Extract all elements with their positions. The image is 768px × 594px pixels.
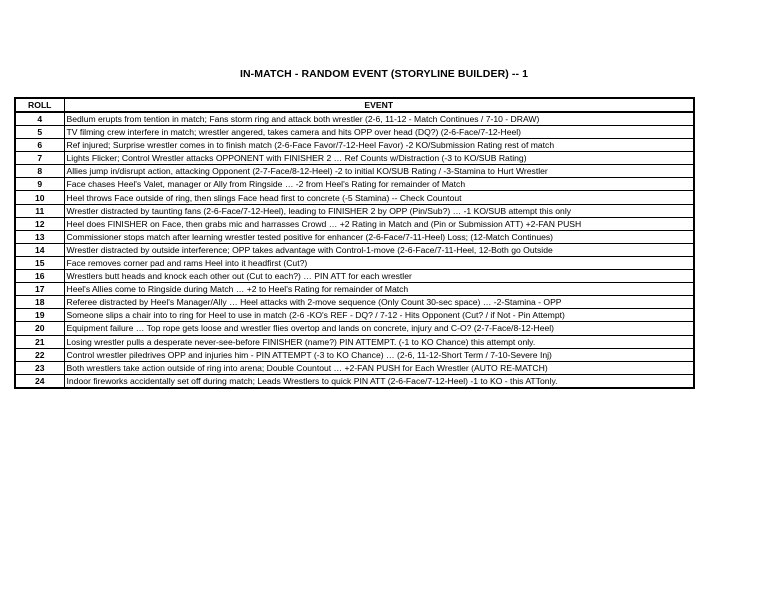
event-cell: Wrestler distracted by outside interference; OPP takes advantage with Control-1-move (2-6-Face/7-11-Heel, 12-Both go Outside (64, 243, 694, 256)
table-row (15, 243, 694, 256)
roll-cell: 6 (15, 139, 64, 152)
event-cell: Equipment failure … Top rope gets loose and wrestler flies overtop and lands on concrete, injury and C-O? (2-7-Face/8-12-Heel) (64, 322, 694, 335)
roll-cell: 11 (15, 204, 64, 217)
event-cell: Ref injured; Surprise wrestler comes in to finish match (2-6-Face Favor/7-12-Heel Favor) -2 KO/Submission Rating rest of match (64, 139, 694, 152)
page-title: IN-MATCH - RANDOM EVENT (STORYLINE BUILDER) -- 1 (239, 68, 529, 80)
event-cell: TV filming crew interfere in match; wrestler angered, takes camera and hits OPP over head (DQ?) (2-6-Face/7-12-Heel) (64, 126, 694, 139)
roll-cell: 14 (15, 243, 64, 256)
event-cell: Commissioner stops match after learning wrestler tested positive for enhancer (2-6-Face/7-11-Heel) Loss; (12-Match Continues) (64, 230, 694, 243)
roll-cell: 20 (15, 322, 64, 335)
roll-cell: 19 (15, 309, 64, 322)
event-cell: Control wrestler piledrives OPP and injuries him - PIN ATTEMPT (-3 to KO Chance) … (2-6, 11-12-Short Term / 7-10-Severe Inj) (64, 348, 694, 361)
table-row (15, 112, 694, 126)
table-row (15, 348, 694, 361)
roll-cell: 7 (15, 152, 64, 165)
event-cell: Lights Flicker; Control Wrestler attacks OPPONENT with FINISHER 2 … Ref Counts w/Distraction (-3 to KO/SUB Rating) (64, 152, 694, 165)
event-cell: Wrestler distracted by taunting fans (2-6-Face/7-12-Heel), leading to FINISHER 2 by OPP (Pin/Sub?) … -1 KO/SUB attempt this only (64, 204, 694, 217)
event-cell: Losing wrestler pulls a desperate never-see-before FINISHER (name?) PIN ATTEMPT. (-1 to KO Chance) this attempt only. (64, 335, 694, 348)
table-header-row (15, 98, 694, 112)
event-column-header: EVENT (64, 98, 694, 112)
event-cell: Referee distracted by Heel's Manager/Ally … Heel attacks with 2-move sequence (Only Count 30-sec space) … -2-Stamina - OPP (64, 296, 694, 309)
table-row (15, 204, 694, 217)
event-cell: Allies jump in/disrupt action, attacking Opponent (2-7-Face/8-12-Heel) -2 to initial KO/SUB Rating / -3-Stamina to Hurt Wrestler (64, 165, 694, 178)
roll-cell: 22 (15, 348, 64, 361)
table-row (15, 283, 694, 296)
table-row (15, 152, 694, 165)
table-row (15, 139, 694, 152)
event-cell: Heel throws Face outside of ring, then slings Face head first to concrete (-5 Stamina) -- Check Countout (64, 191, 694, 204)
roll-column-header: ROLL (15, 98, 64, 112)
event-cell: Both wrestlers take action outside of ring into arena; Double Countout … +2-FAN PUSH for Each Wrestler (AUTO RE-MATCH) (64, 361, 694, 374)
table-row (15, 165, 694, 178)
table-row (15, 309, 694, 322)
table-row (15, 178, 694, 191)
roll-cell: 23 (15, 361, 64, 374)
table-row (15, 296, 694, 309)
roll-cell: 24 (15, 374, 64, 388)
roll-cell: 8 (15, 165, 64, 178)
roll-cell: 4 (15, 112, 64, 126)
table-row (15, 256, 694, 269)
table-row (15, 270, 694, 283)
table-row (15, 361, 694, 374)
event-cell: Bedlum erupts from tention in match; Fans storm ring and attack both wrestler (2-6, 11-12 - Match Continues / 7-10 - DRAW) (64, 112, 694, 126)
roll-cell: 12 (15, 217, 64, 230)
event-cell: Indoor fireworks accidentally set off during match; Leads Wrestlers to quick PIN ATT (2-6-Face/7-12-Heel) -1 to KO - this ATTonly. (64, 374, 694, 388)
table-row (15, 374, 694, 388)
table-body (15, 112, 694, 388)
table-row (15, 217, 694, 230)
event-cell: Face removes corner pad and rams Heel into it headfirst (Cut?) (64, 256, 694, 269)
roll-cell: 21 (15, 335, 64, 348)
event-cell: Wrestlers butt heads and knock each other out (Cut to each?) … PIN ATT for each wrestler (64, 270, 694, 283)
random-event-table (14, 97, 695, 389)
event-cell: Heel's Allies come to Ringside during Match … +2 to Heel's Rating for remainder of Match (64, 283, 694, 296)
table-row (15, 335, 694, 348)
table-row (15, 191, 694, 204)
table-row (15, 322, 694, 335)
roll-cell: 15 (15, 256, 64, 269)
table-row (15, 230, 694, 243)
event-cell: Heel does FINISHER on Face, then grabs mic and harrasses Crowd … +2 Rating in Match and (Pin or Submission ATT) +2-FAN PUSH (64, 217, 694, 230)
roll-cell: 16 (15, 270, 64, 283)
roll-cell: 18 (15, 296, 64, 309)
roll-cell: 10 (15, 191, 64, 204)
event-cell: Face chases Heel's Valet, manager or Ally from Ringside … -2 from Heel's Rating for remainder of Match (64, 178, 694, 191)
table-row (15, 126, 694, 139)
roll-cell: 13 (15, 230, 64, 243)
roll-cell: 5 (15, 126, 64, 139)
roll-cell: 9 (15, 178, 64, 191)
roll-cell: 17 (15, 283, 64, 296)
event-cell: Someone slips a chair into to ring for Heel to use in match (2-6 -KO's REF - DQ? / 7-12 - Hits Opponent (Cut? / if Not - Pin Attempt) (64, 309, 694, 322)
